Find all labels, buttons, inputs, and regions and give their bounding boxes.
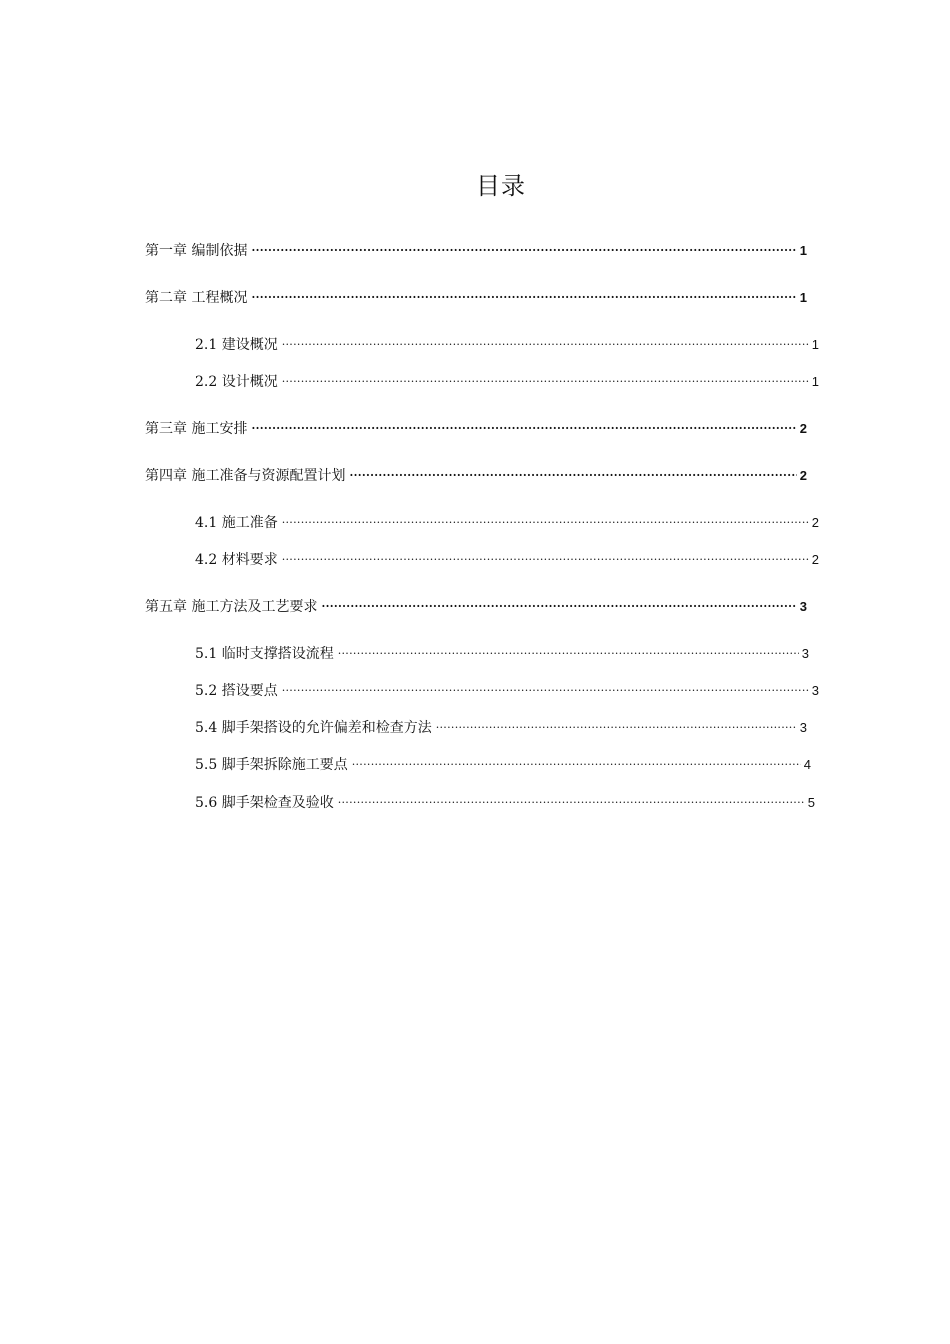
toc-entry-label: 5.1 临时支撑搭设流程 (195, 646, 334, 662)
toc-entry-label: 第一章 编制依据 (145, 243, 248, 259)
toc-dot-leader (321, 591, 796, 611)
toc-page-number: 5 (807, 795, 815, 810)
toc-entry-label: 5.2 搭设要点 (195, 683, 278, 699)
toc-entry-section-4-1[interactable] (195, 507, 819, 531)
toc-page-number: 1 (811, 374, 819, 389)
toc-entry-chapter-3[interactable] (145, 413, 807, 437)
toc-title: 目录 (476, 172, 526, 200)
toc-entry-label: 第五章 施工方法及工艺要求 (145, 599, 318, 615)
toc-entry-section-5-2[interactable] (195, 675, 819, 699)
toc-dot-leader (338, 638, 799, 658)
toc-dot-leader (251, 282, 796, 302)
toc-page-number: 1 (799, 290, 807, 305)
toc-page-number: 2 (811, 515, 819, 530)
toc-entry-section-5-1[interactable] (195, 638, 809, 662)
toc-entry-section-4-2[interactable] (195, 544, 819, 568)
toc-entry-section-2-1[interactable] (195, 329, 819, 353)
toc-dot-leader (251, 235, 796, 255)
toc-page-number: 3 (799, 599, 807, 614)
toc-page-number: 3 (811, 683, 819, 698)
toc-dot-leader (282, 507, 809, 527)
toc-entry-chapter-1[interactable] (145, 235, 807, 259)
toc-dot-leader (282, 329, 809, 349)
toc-entry-section-2-2[interactable] (195, 366, 819, 390)
toc-dot-leader (282, 675, 809, 695)
toc-page-number: 2 (811, 552, 819, 567)
toc-entry-section-5-6[interactable] (195, 787, 815, 811)
toc-page-number: 3 (799, 720, 807, 735)
toc-entry-chapter-2[interactable] (145, 282, 807, 306)
toc-page-number: 3 (801, 646, 809, 661)
toc-entry-section-5-4[interactable] (195, 712, 807, 736)
toc-dot-leader (338, 787, 805, 807)
toc-entry-chapter-5[interactable] (145, 591, 807, 615)
toc-entry-label: 2.1 建设概况 (195, 337, 278, 353)
toc-entry-label: 第四章 施工准备与资源配置计划 (145, 468, 346, 484)
toc-entry-label: 5.4 脚手架搭设的允许偏差和检查方法 (195, 720, 432, 736)
toc-entry-label: 4.2 材料要求 (195, 552, 278, 568)
toc-page-number: 1 (811, 337, 819, 352)
toc-entry-label: 4.1 施工准备 (195, 515, 278, 531)
toc-entry-label: 第二章 工程概况 (145, 290, 248, 306)
toc-page-number: 2 (799, 468, 807, 483)
toc-page-number: 1 (799, 243, 807, 258)
toc-entry-section-5-5[interactable] (195, 749, 811, 773)
toc-entry-label: 5.5 脚手架拆除施工要点 (195, 757, 348, 773)
toc-dot-leader (251, 413, 796, 433)
toc-dot-leader (282, 544, 809, 564)
toc-entry-label: 2.2 设计概况 (195, 374, 278, 390)
toc-page-number: 4 (803, 757, 811, 772)
toc-dot-leader (282, 366, 809, 386)
toc-dot-leader (352, 749, 801, 769)
toc-dot-leader (436, 712, 797, 732)
toc-entry-label: 5.6 脚手架检查及验收 (195, 795, 334, 811)
toc-entry-label: 第三章 施工安排 (145, 421, 248, 437)
toc-dot-leader (349, 460, 796, 480)
toc-page-number: 2 (799, 421, 807, 436)
toc-entry-chapter-4[interactable] (145, 460, 807, 484)
